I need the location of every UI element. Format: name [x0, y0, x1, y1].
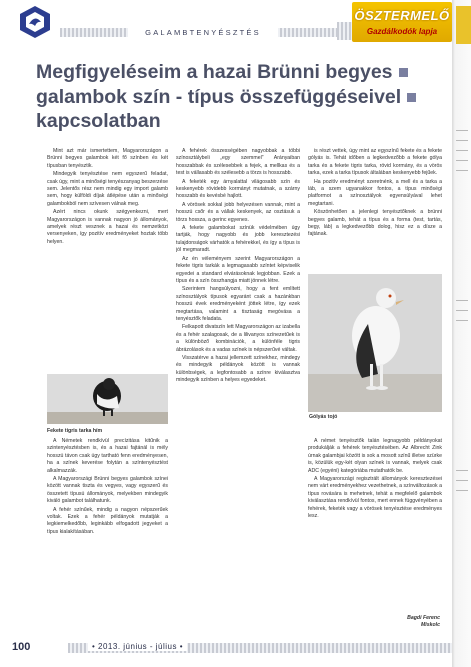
next-page-text-line: [456, 480, 468, 481]
paragraph: A fekete galambokat színük védelmében úgy tartják, hogy nagyobb és jobb keresztezési tulajdonságok várhatók a fehérekkel, és így a típus is jól megmaradt.: [176, 225, 300, 254]
paragraph: Szerintem hangsúlyozni, hogy a fent említett színosztályok típusok egyaránt csak a hazánkban hosszú évek eredményeként jöttek létre, így ezek megtartása, valamint a tisztaság megóvása a tenyésztők feladata.: [176, 286, 300, 322]
issue-date: • 2013. június - július •: [88, 642, 187, 651]
next-page-text-line: [456, 320, 468, 321]
next-page-text-line: [456, 490, 468, 491]
author-place: Miskolc: [420, 622, 440, 628]
paragraph: Mindegyik tenyésztése nem egyszerű feladat, csak úgy, mint a minőségi tenyészanyag beszerzése sem. Jelentős rész nem mindig egy import galamb sem, hogy külföldi díjak átlépése után a minőségi galambokból nem szívesen válnak meg.: [47, 171, 168, 207]
page-footer: [0, 637, 452, 667]
headline-line-3: kapcsolatban: [36, 110, 161, 132]
paragraph: A Magyarországi Brünni begyes galambok színei között vannak tiszta és vegyes, vagy egyszerű és összetett típusú állományok, melyekben mindegyik kiváló galambot találhatunk.: [47, 476, 168, 505]
paragraph: A Németek rendkívül precízitása kitűnik a szintenyésztésben is, és a hazai fajtánál is mély hosszú távon csak úgy tartható fenn eredményesen, ha a színek keverése folytán a színtenyésztést alkalmazzák.: [47, 438, 168, 474]
author-name: Bagdi Ferenc: [407, 615, 440, 621]
next-page-text-line: [456, 170, 468, 171]
brand-subtitle: Gazdálkodók lapja: [366, 27, 438, 36]
next-page-text-line: [456, 470, 468, 471]
next-page-text-line: [456, 130, 468, 131]
headline-line-1: Megfigyeléseim a hazai Brünni begyes: [36, 61, 393, 83]
paragraph: is részt vettek, úgy mint az egyszínű fekete és a fekete gólyás is. Tehát időben a legkedvezőbb a fekete gólya tarka és a fekete tigris tarka, rövid kormány, és a vörös tarka, ezek a tarka típusok általában keskenyebb fejűek.: [308, 148, 442, 177]
paragraph: Ha pozitív eredményt szeretnénk, a mell és a tarka a láb, a szem ugyanakkor fontos, a típus minőségi platformot a színosztályok egyensúlyával lehet megtartani.: [308, 178, 442, 207]
column-3-bottom: [308, 438, 442, 630]
page-number: 100: [12, 641, 31, 653]
next-page-text-line: [456, 140, 468, 141]
magazine-logo: [18, 4, 52, 40]
paragraph: Mint azt már ismertettem, Magyarországon a Brünni begyes galambok két fő színben és két típusban tenyésztik.: [47, 148, 168, 169]
next-page-brand-band: [456, 6, 471, 44]
author-signature: [380, 615, 440, 629]
pigeon-photo-white: [308, 274, 442, 412]
section-label: GALAMBTENYÉSZTÉS: [128, 26, 278, 39]
headline-square-icon: [399, 68, 408, 77]
paragraph: A Magyarországi regisztrált állományok keresztezései nem várt eredményekhez vezethetnek, a színváltozások a típus rovására is mehetnek, tehát a megfelelő galambok kiválasztása rendkívül fontos, mert ennek függvényében a fehérek, feketék vagy a vörösek tenyésztése eredményes lesz.: [308, 476, 442, 520]
column-1-top: [47, 148, 168, 370]
column-1-bottom: [47, 438, 168, 630]
paragraph: Azért nincs okunk szégyenkezni, mert Magyarországon is vannak nagyon jó állományok, amelyek részt vesznek a hazai és nemzetközi versenyeken, így pozitív eredményeket hoztak több helyen.: [47, 209, 168, 245]
photo-caption: Fekete tigris tarka hím: [47, 428, 103, 434]
headline-line-2: galambok szín - típus összefüggéseivel: [36, 85, 402, 108]
paragraph: A fehér színűek, mindig a nagyon népszerűek voltak. Ezek a fehér példányok mutatják a legkiemelkedőbb, leginkább elfogadott jegyeket a típus kialakításában.: [47, 506, 168, 535]
paragraph: Az én véleményem szerint Magyarországon a fekete tigris tarkák a legmagasabb színtet képviselik egyedei a standard elvárásoknak legjobban. Ezek a típus és a szín összhangja miatt jönnek létre.: [176, 255, 300, 284]
brand-title: ÖSZTERMELŐ: [354, 8, 450, 23]
paragraph: Köszönhetően a jelenlegi tenyésztőknek a brünni begyes galamb, tehát a típus és a forma (test, tartás, begy, láb) a legkedvezőbb dolog, hisz ez a dísze a fajtának.: [308, 209, 442, 238]
article-headline: [36, 60, 436, 134]
next-page-text-line: [456, 160, 468, 161]
paragraph: A feketék egy árnyalattal világosabb szín és keskenyebb rövidebb kormányt mutatnak, a szárny hosszabb és kevésbé hajlott.: [176, 178, 300, 200]
next-page-text-line: [456, 300, 468, 301]
next-page-text-line: [456, 310, 468, 311]
paragraph: A német tenyésztők talán legnagyobb példányokat produkálják a fehérek tenyésztésében. Az Albrecht Zink úrnak galambjai között is sok a mosott színű illetve szürke is, közülük egy-két olyan színek is vannak, melyek csak ADC (egyéni) kategóriába mutathatók be.: [308, 438, 442, 474]
headline-square-icon: [407, 93, 416, 102]
paragraph: Visszatérve a hazai jellemzett színekhez, mindegy és mindegyik példányok között is vannak különbségek, a legfontosabb a színre kiválasztva mindegyik színben a helyes egyedeket.: [176, 354, 300, 384]
column-2: [176, 148, 300, 632]
brand-box: [352, 2, 452, 42]
photo-caption: Gólyás tojó: [309, 414, 338, 420]
next-page-edge: [452, 0, 471, 667]
paragraph: A fehérek összességében nagyobbak a többi színosztálybeli „egy szemmel” Arányaiban hosszabbak és szélesebbek a fejek, a mellkas és a test is vállasabb és szélesebb a törzs is hosszabb.: [176, 148, 300, 177]
paragraph: A vörösek sokkal jobb helyezésen vannak, mint a hosszú csőr és a vállak keskenyek, az osztásuk a törzs hossza, a gerinc egyenes.: [176, 201, 300, 223]
next-page-text-line: [456, 150, 468, 151]
paragraph: Felkapott divatszín lett Magyarországon az izabella és a fehér szalagosak, de a lilivanyos színezetűek is a különböző kombinációk, a különféle tigris ábrázolások és a vadas színek is népszerűvé váltak.: [176, 324, 300, 353]
pigeon-photo-black: [47, 374, 168, 424]
